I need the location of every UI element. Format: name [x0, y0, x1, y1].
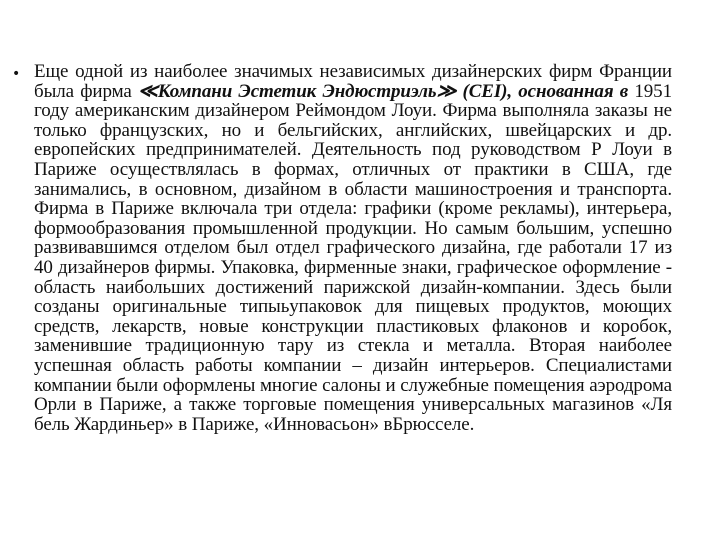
body-paragraph — [34, 62, 672, 434]
paragraph-text-body: 1951 году американским дизайнером Реймондом Лоуи. Фирма выполняла заказы не только французских, но и бельгийских, английских, швейцарских и др. европейских предпринимателей. Деятельность под руководством Р Лоуи в Париже осуществлялась в формах, отличных от практики в США, где занимались, в основном, дизайном в области машиностроения и транспорта. Фирма в Париже включала три отдела: графики (кроме рекламы), интерьера, формообразования промышленной продукции. Но самым большим, успешно развивавшимся отделом был отдел графического дизайна, где работали 17 из 40 дизайнеров фирмы. Упаковка, фирменные знаки, графическое оформление - область наибольших достижений парижской дизайн-компании. Здесь были созданы оригинальные типыьупаковок для пищевых продуктов, моющих средств, лекарств, новые конструкции пластиковых флаконов и коробок, заменившие традиционную тару из стекла и металла. Вторая наиболее успешная область работы компании – дизайн интерьеров. Специалистами компании были оформлены многие салоны и служебные помещения аэродрома Орли в Париже, а также торговые помещения универсальных магазинов «Ля бель Жардиньер» в Париже, «Инноваcьон» вБрюсселе. — [34, 80, 672, 435]
founded-phrase: основанная в — [518, 80, 629, 102]
bullet-icon: • — [12, 66, 21, 82]
company-name: ≪Компани Эстетик Эндюстриэль≫ (CEI), — [137, 80, 513, 102]
paragraph-text-intro: Еще одной из наиболее значимых независимых дизайнерских фирм Франции была фирма — [34, 61, 672, 102]
